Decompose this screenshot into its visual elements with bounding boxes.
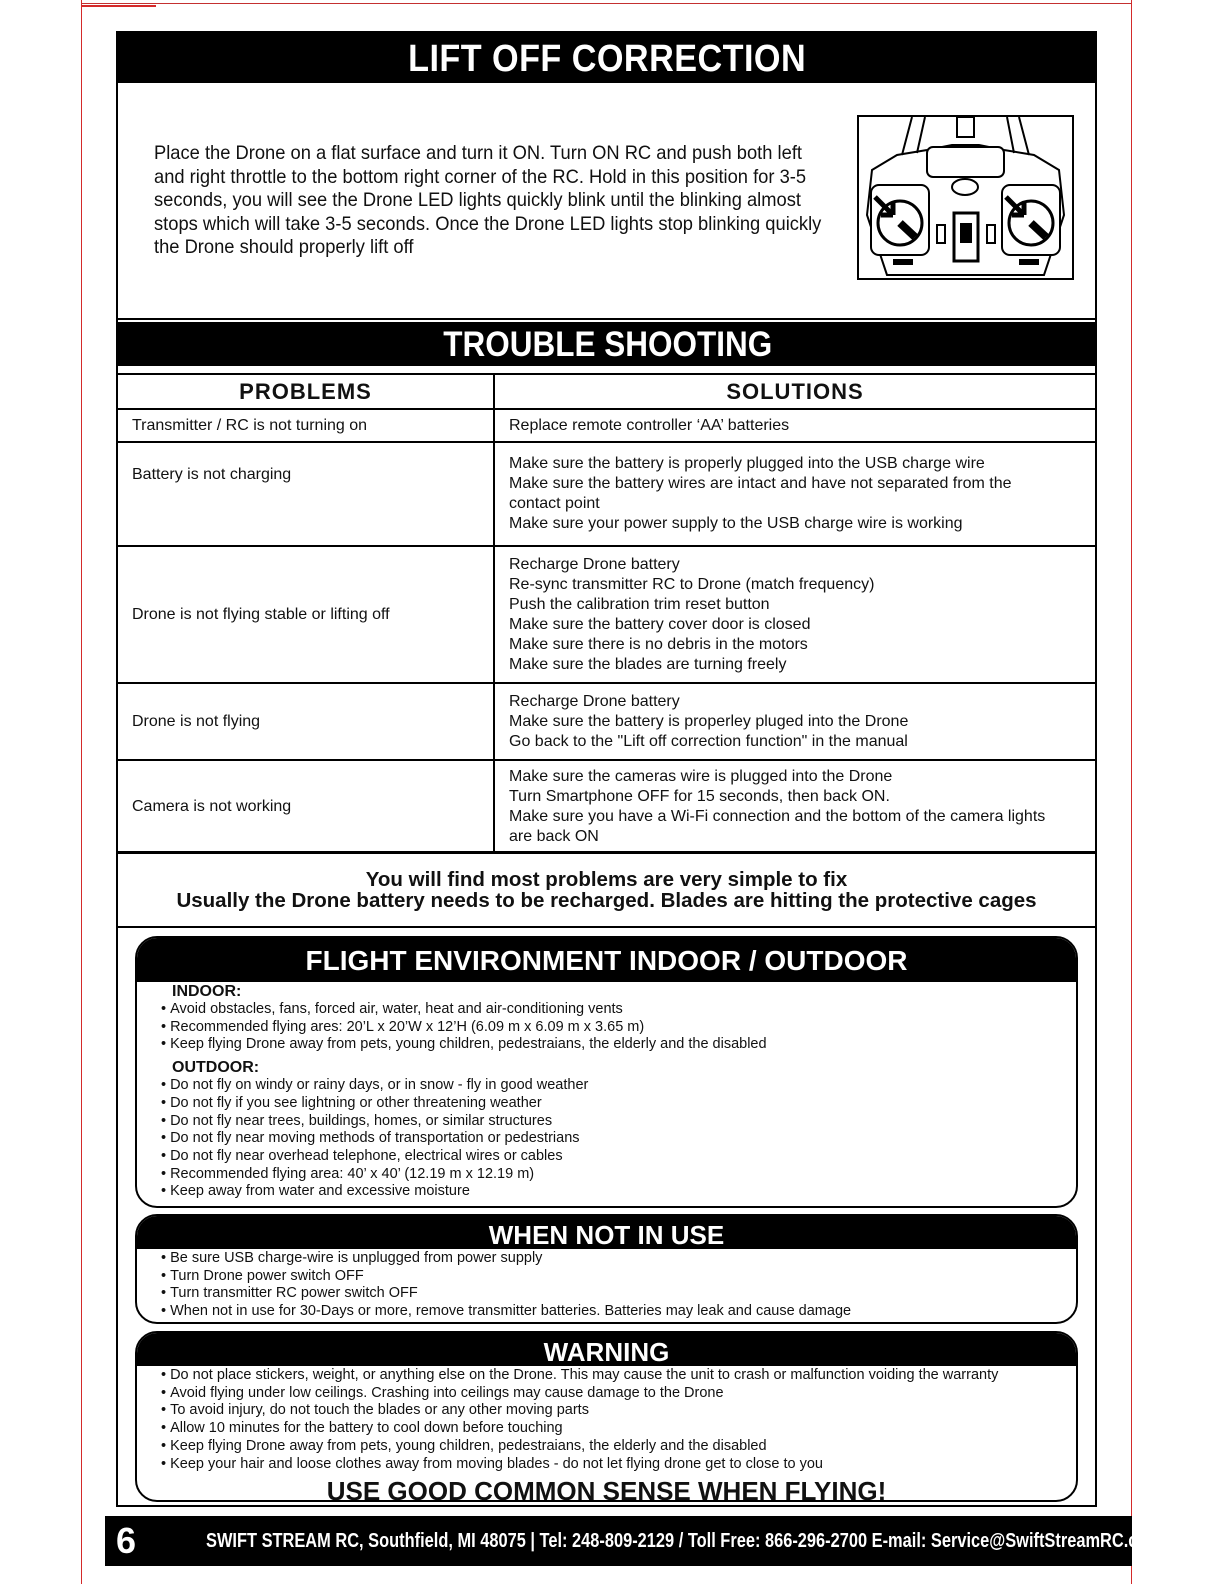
liftoff-title: LIFT OFF CORRECTION [408, 38, 807, 80]
liftoff-line: seconds, you will see the Drone LED lights quickly blink until the blinking almost [154, 189, 801, 211]
warning-item: • Keep your hair and loose clothes away from moving blades - do not let flying drone get to close to you [161, 1456, 1076, 1474]
not-in-use-item: • When not in use for 30-Days or more, remove transmitter batteries. Batteries may leak and cause damage [161, 1303, 1076, 1321]
solution-line: Make sure the cameras wire is plugged into the Drone [509, 767, 893, 785]
warning-item: • Allow 10 minutes for the battery to cool down before touching [161, 1420, 1076, 1438]
problem-cell: Drone is not flying stable or lifting off [117, 546, 494, 683]
remote-controller-illustration [857, 115, 1074, 280]
liftoff-line: stops which will take 3-5 seconds. Once the Drone LED lights stop blinking quickly [154, 212, 822, 235]
solution-line: Replace remote controller ‘AA’ batteries [509, 416, 790, 434]
solution-line: Make sure there is no debris in the motors [509, 635, 808, 653]
indoor-item: • Keep flying Drone away from pets, young children, pedestraians, the elderly and the disabled [161, 1036, 1076, 1054]
solution-cell [494, 409, 1096, 442]
outdoor-item: • Do not fly if you see lightning or other threatening weather [161, 1095, 1076, 1113]
problem-text: Battery is not charging [132, 466, 292, 483]
troubleshooting-title: TROUBLE SHOOTING [442, 325, 773, 364]
page-number: 6 [116, 1520, 137, 1561]
solution-line: Recharge Drone battery [509, 692, 680, 710]
problem-cell: Transmitter / RC is not turning on [117, 409, 494, 442]
table-row [117, 683, 1096, 760]
outdoor-item: • Recommended flying area: 40’ x 40’ (12.19 m x 12.19 m) [161, 1166, 1076, 1184]
liftoff-line: the Drone should properly lift off [154, 236, 414, 258]
solution-line: Turn Smartphone OFF for 15 seconds, then back ON. [509, 787, 890, 805]
solution-line: Make sure the battery cover door is closed [509, 615, 811, 633]
solution-line: Make sure the battery wires are intact and have not separated from the [509, 475, 1012, 492]
warning-item: • Avoid flying under low ceilings. Crashing into ceilings may cause damage to the Drone [161, 1385, 1076, 1403]
outdoor-item: • Do not fly near overhead telephone, electrical wires or cables [161, 1148, 1076, 1166]
problems-column-header: PROBLEMS [117, 374, 494, 409]
when-not-in-use-panel [135, 1214, 1078, 1324]
liftoff-line: and right throttle to the bottom right corner of the RC. Hold in this position for 3-5 [154, 165, 807, 188]
liftoff-title-bar [118, 33, 1097, 83]
table-row [117, 442, 1096, 546]
page-edge-left [81, 0, 82, 1584]
problem-cell: Drone is not flying [117, 683, 494, 760]
indoor-heading: INDOOR: [172, 983, 242, 1000]
problem-cell: Camera is not working [117, 760, 494, 853]
outdoor-item: • Keep away from water and excessive moisture [161, 1183, 1076, 1201]
troubleshooting-table [116, 373, 1097, 854]
troubleshooting-tip [116, 851, 1097, 928]
table-row [117, 546, 1096, 683]
indoor-item: • Avoid obstacles, fans, forced air, water, heat and air-conditioning vents [161, 1001, 1076, 1019]
liftoff-instructions [154, 142, 854, 260]
outdoor-item: • Do not fly on windy or rainy days, or in snow - fly in good weather [161, 1077, 1076, 1095]
solution-line: Re-sync transmitter RC to Drone (match frequency) [509, 575, 875, 593]
solution-line: Go back to the "Lift off correction function" in the manual [509, 732, 908, 750]
not-in-use-item: • Turn transmitter RC power switch OFF [161, 1285, 1076, 1303]
solution-line: Push the calibration trim reset button [509, 595, 770, 613]
when-not-in-use-title: WHEN NOT IN USE [137, 1216, 1076, 1249]
solution-line: Recharge Drone battery [509, 555, 680, 573]
outdoor-heading: OUTDOOR: [172, 1059, 260, 1077]
footer-corner [105, 1566, 155, 1584]
table-row [117, 760, 1096, 853]
page-edge-right [1131, 0, 1132, 1584]
outdoor-item: • Do not fly near trees, buildings, homes, or similar structures [161, 1113, 1076, 1131]
warning-item: • Do not place stickers, weight, or anything else on the Drone. This may cause the unit to crash or malfunction voiding the warranty [161, 1367, 1076, 1385]
warning-item: • Keep flying Drone away from pets, young children, pedestraians, the elderly and the disabled [161, 1438, 1076, 1456]
solution-line: Make sure the blades are turning freely [509, 655, 787, 673]
page-edge-mark [81, 5, 156, 7]
footer-contact: SWIFT STREAM RC, Southfield, MI 48075 | Tel: 248-809-2129 / Toll Free: 866-296-2700 E-mail: Service@SwiftStreamRC.com [206, 1530, 1162, 1552]
tip-line-2: Usually the Drone battery needs to be recharged. Blades are hitting the protective cages [176, 889, 1037, 912]
solutions-column-header: SOLUTIONS [494, 374, 1096, 409]
table-header-row [117, 374, 1096, 409]
solution-cell [494, 683, 1096, 760]
common-sense-slogan: USE GOOD COMMON SENSE WHEN FLYING! [326, 1476, 887, 1502]
warning-panel [135, 1331, 1078, 1502]
indoor-item: • Recommended flying ares: 20’L x 20’W x 12’H (6.09 m x 6.09 m x 3.65 m) [161, 1019, 1076, 1037]
solution-line: Make sure the battery is properly plugged into the USB charge wire [509, 455, 985, 472]
flight-environment-panel [135, 936, 1078, 1208]
section-separator [116, 318, 1097, 320]
outdoor-item: • Do not fly near moving methods of transportation or pedestrians [161, 1130, 1076, 1148]
problem-cell [117, 442, 494, 546]
not-in-use-item: • Be sure USB charge-wire is unplugged from power supply [161, 1250, 1076, 1268]
tip-line-1: You will find most problems are very simple to fix [365, 868, 848, 891]
solution-cell [494, 546, 1096, 683]
page-edge-top [81, 3, 1132, 4]
warning-item: • To avoid injury, do not touch the blades or any other moving parts [161, 1402, 1076, 1420]
solution-line: contact point [509, 495, 600, 512]
table-row [117, 409, 1096, 442]
solution-line: Make sure the battery is properley pluged into the Drone [509, 712, 909, 730]
troubleshooting-title-bar [118, 322, 1097, 366]
solution-line: Make sure your power supply to the USB charge wire is working [509, 515, 963, 532]
solution-cell [494, 760, 1096, 853]
solution-line: are back ON [509, 827, 599, 845]
warning-title: WARNING [137, 1333, 1076, 1366]
liftoff-line: Place the Drone on a flat surface and turn it ON. Turn ON RC and push both left [154, 142, 803, 164]
not-in-use-item: • Turn Drone power switch OFF [161, 1268, 1076, 1286]
flight-environment-title: FLIGHT ENVIRONMENT INDOOR / OUTDOOR [137, 938, 1076, 982]
solution-line: Make sure you have a Wi-Fi connection and the bottom of the camera lights [509, 807, 1046, 825]
solution-cell [494, 442, 1096, 546]
